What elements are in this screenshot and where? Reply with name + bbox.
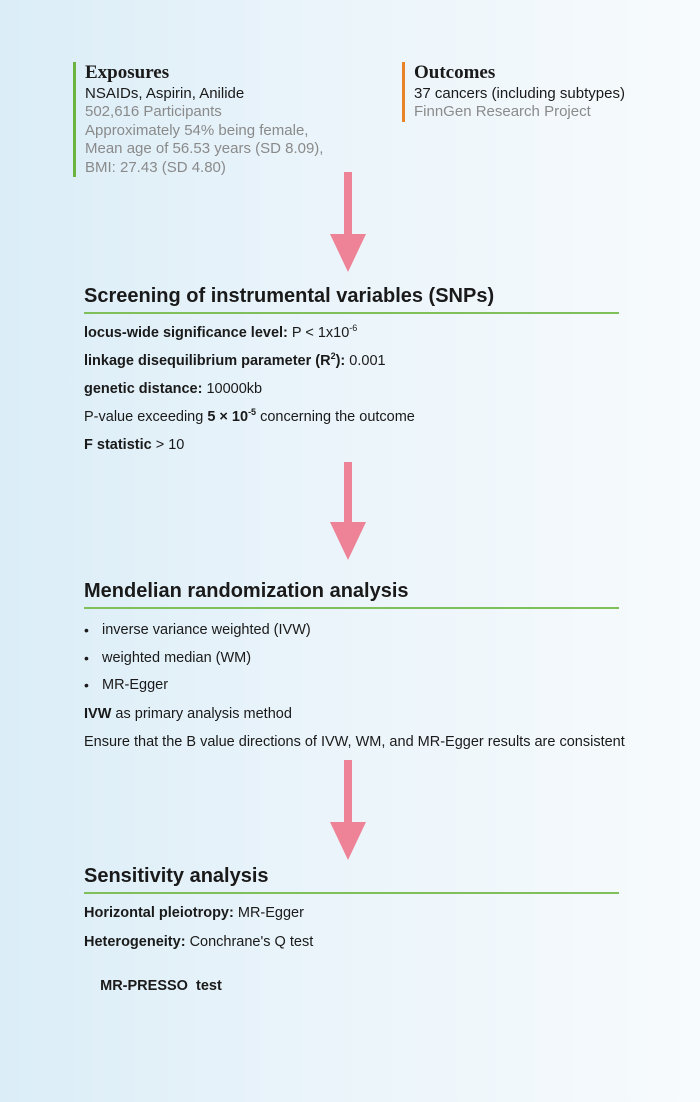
sensitivity-title: Sensitivity analysis — [84, 865, 619, 894]
locus-exp: -6 — [349, 323, 358, 334]
f-value: > 10 — [155, 437, 185, 453]
locus-value: P < 1x10 — [291, 325, 350, 341]
ld-label: linkage disequilibrium parameter (R — [84, 353, 331, 369]
exposures-title: Exposures — [85, 62, 170, 83]
exposures-bmi: BMI: 27.43 (SD 4.80) — [85, 158, 226, 176]
gd-label: genetic distance: — [84, 381, 203, 397]
hp-label: Horizontal pleiotropy: — [84, 905, 234, 921]
het-value: Conchrane's Q test — [189, 934, 314, 950]
exposures-drugs: NSAIDs, Aspirin, Anilide — [85, 85, 245, 102]
pval-post: concerning the outcome — [260, 409, 415, 425]
het-row — [84, 934, 313, 950]
mr-section: Mendelian randomization analysis • inverse variance weighted (IVW) • weighted median (WM) • MR-Egger IVW as primary analysis method Ensure that the B value directions of IVW, WM, and MR-Egger results are consistent — [84, 580, 625, 750]
exposures-female: Approximately 54% being female, — [85, 121, 309, 139]
locus-row — [84, 325, 357, 341]
mr-bullet-wm: weighted median (WM) — [102, 650, 252, 666]
f-row — [84, 437, 184, 453]
outcomes-panel — [402, 62, 625, 122]
hp-value: MR-Egger — [237, 905, 304, 921]
down-arrow-icon — [330, 172, 366, 272]
presso-row — [84, 962, 222, 1010]
pval-bold: 5 × 10 — [207, 409, 249, 425]
screening-section — [84, 285, 619, 465]
exposures-age: Mean age of 56.53 years (SD 8.09), — [85, 140, 324, 157]
screening-title: Screening of instrumental variables (SNPs) — [84, 285, 619, 314]
pval-exp: -5 — [248, 407, 257, 418]
locus-label: locus-wide significance level: — [84, 325, 288, 341]
mr-primary-row — [84, 706, 292, 722]
outcomes-cancers: 37 cancers (including subtypes) — [414, 85, 625, 102]
sensitivity-section — [84, 865, 619, 994]
outcomes-source: FinnGen Research Project — [414, 103, 591, 120]
het-label: Heterogeneity: — [84, 934, 186, 950]
presso-label: MR-PRESSO test — [100, 978, 222, 994]
pval-row — [84, 409, 415, 425]
f-label: F statistic — [84, 437, 152, 453]
gd-row — [84, 381, 262, 397]
mr-primary-bold: IVW — [84, 706, 112, 722]
exposures-participants: 502,616 Participants — [85, 103, 222, 120]
mr-ensure-row: Ensure that the B value directions of IVW, WM, and MR-Egger results are consistent — [84, 734, 625, 750]
mr-bullet-ivw: inverse variance weighted (IVW) — [102, 622, 311, 638]
mr-bullet-egger: MR-Egger — [102, 677, 169, 693]
mr-title: Mendelian randomization analysis — [84, 580, 619, 609]
ld-row — [84, 353, 386, 369]
hp-row — [84, 905, 304, 921]
pval-pre: P-value exceeding — [84, 409, 204, 425]
ld-sup: 2 — [330, 351, 336, 362]
gd-value: 10000kb — [206, 381, 263, 397]
exposures-panel — [73, 62, 323, 177]
ld-label-end: ): — [335, 353, 346, 369]
down-arrow-icon — [330, 760, 366, 860]
down-arrow-icon — [330, 462, 366, 560]
mr-primary-rest: as primary analysis method — [115, 706, 292, 722]
outcomes-title: Outcomes — [414, 62, 496, 83]
ld-value: 0.001 — [349, 353, 386, 369]
